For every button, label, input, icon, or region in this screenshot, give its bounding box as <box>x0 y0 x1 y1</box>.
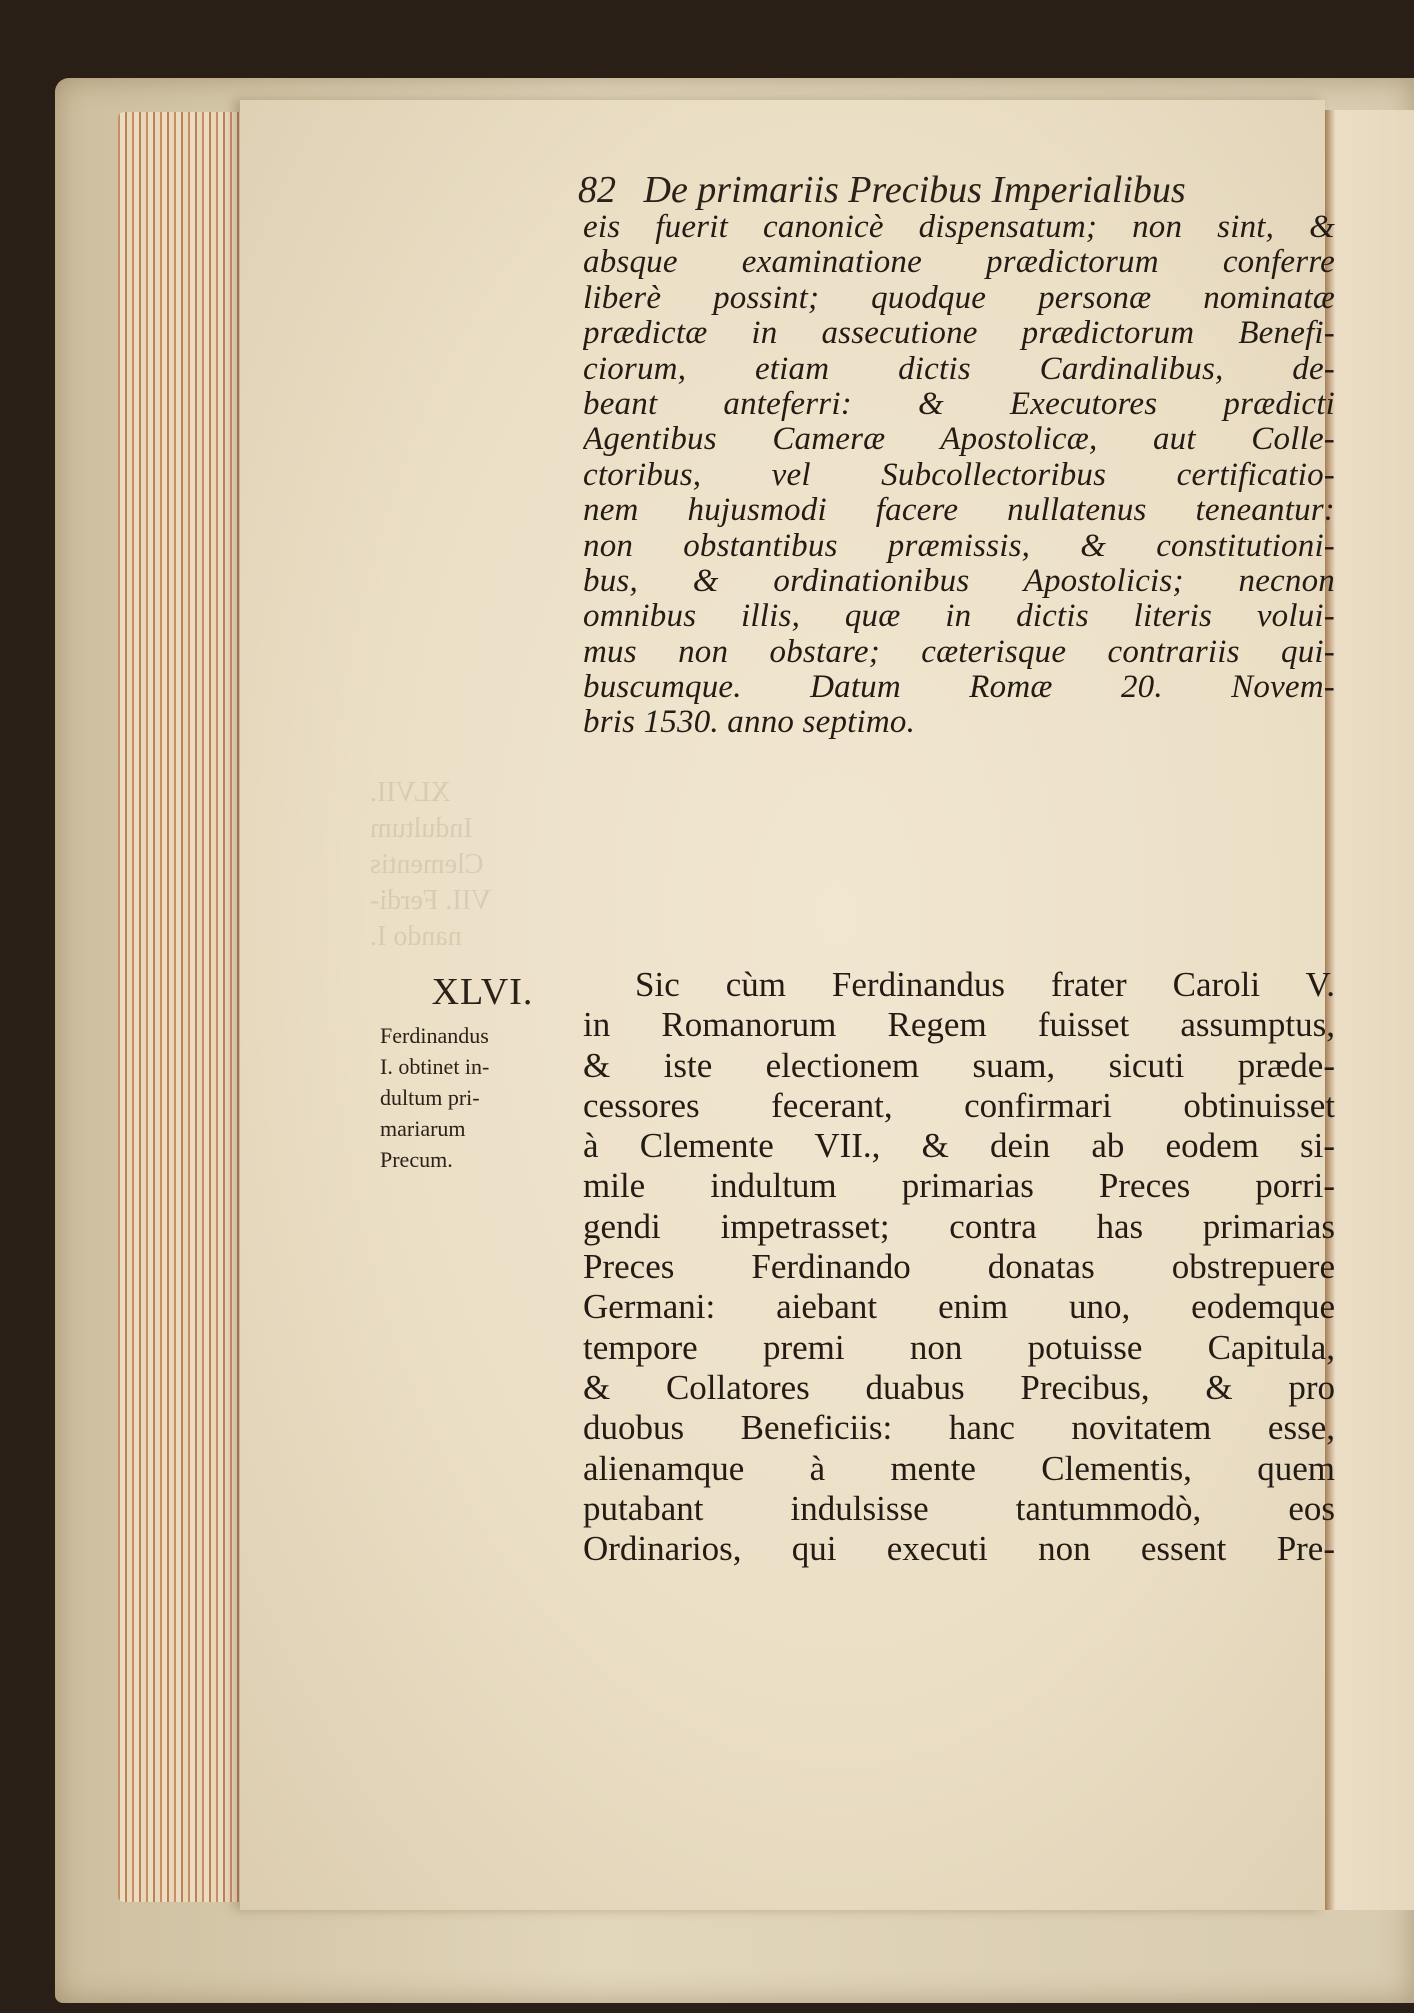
margin-note <box>380 1020 572 1175</box>
show-through-margin-note <box>370 775 550 955</box>
body-line: Ordinarios, qui executi non essent Pre- <box>583 1529 1335 1569</box>
quoted-document-text <box>583 210 1335 741</box>
margin-note-line: mariarum <box>380 1116 466 1141</box>
quote-line: ciorum, etiam dictis Cardinalibus, de- <box>583 351 1335 387</box>
quote-line: eis fuerit canonicè dispensatum; non sint, & <box>583 210 1335 245</box>
quote-line: bris 1530. anno septimo. <box>583 705 916 741</box>
quote-line: bus, & ordinationibus Apostolicis; necnon <box>583 563 1335 599</box>
margin-note-line: Precum. <box>380 1147 453 1172</box>
quote-line: buscumque. Datum Romæ 20. Novem- <box>583 670 1335 706</box>
body-line: & Collatores duabus Precibus, & pro <box>583 1367 1335 1407</box>
quote-line: Agentibus Cameræ Apostolicæ, aut Colle- <box>583 422 1335 458</box>
body-line: in Romanorum Regem fuisset assumptus, <box>583 1005 1335 1045</box>
quote-line: mus non obstare; cæterisque contrariis qui- <box>583 634 1335 670</box>
ghost-line: Indultum <box>370 813 473 844</box>
body-line: putabant indulsisse tantummodò, eos <box>583 1488 1335 1528</box>
body-line: Germani: aiebant enim uno, eodemque <box>583 1287 1335 1327</box>
ghost-line: Clementis <box>370 849 484 880</box>
quote-line: non obstantibus præmissis, & constitutioni- <box>583 528 1335 564</box>
ghost-line: nando I. <box>370 921 462 952</box>
body-line: cessores fecerant, confirmari obtinuisset <box>583 1085 1335 1125</box>
body-line: mile indultum primarias Preces porri- <box>583 1166 1335 1206</box>
margin-note-line: dultum pri- <box>380 1085 480 1110</box>
body-line: gendi impetrasset; contra has primarias <box>583 1206 1335 1246</box>
page-edges <box>118 112 253 1902</box>
margin-note-line: I. obtinet in- <box>380 1054 490 1079</box>
facing-page-edge <box>1325 110 1414 1910</box>
body-line: alienamque à mente Clementis, quem <box>583 1448 1335 1488</box>
quote-line: liberè possint; quodque personæ nominatæ <box>583 280 1335 316</box>
body-line: duobus Beneficiis: hanc novitatem esse, <box>583 1408 1335 1448</box>
margin-note-line: Ferdinandus <box>380 1023 489 1048</box>
ghost-line: VII. Ferdi- <box>370 885 492 916</box>
quote-line: beant anteferri: & Executores prædicti <box>583 386 1335 422</box>
ghost-line: XLVII. <box>370 777 451 808</box>
body-text <box>583 965 1335 1569</box>
body-line: Preces Ferdinando donatas obstrepuere <box>583 1247 1335 1287</box>
quote-line: absque examinatione prædictorum conferre <box>583 245 1335 281</box>
quote-line: ctoribus, vel Subcollectoribus certificatio- <box>583 457 1335 493</box>
page-number: 82 <box>578 169 616 211</box>
quote-line: prædictæ in assecutione prædictorum Benefi- <box>583 316 1335 352</box>
body-line: Sic cùm Ferdinandus frater Caroli V. <box>635 965 1335 1004</box>
quote-line: omnibus illis, quæ in dictis literis volui- <box>583 599 1335 635</box>
running-head: De primariis Precibus Imperialibus <box>643 169 1186 211</box>
running-header <box>578 168 1338 212</box>
body-line: à Clemente VII., & dein ab eodem si- <box>583 1126 1335 1166</box>
quote-line: nem hujusmodi facere nullatenus teneantur: <box>583 493 1335 529</box>
margin-note-number: XLVI. <box>431 971 534 1013</box>
body-line: & iste electionem suam, sicuti præde- <box>583 1045 1335 1085</box>
body-line: tempore premi non potuisse Capitula, <box>583 1327 1335 1367</box>
